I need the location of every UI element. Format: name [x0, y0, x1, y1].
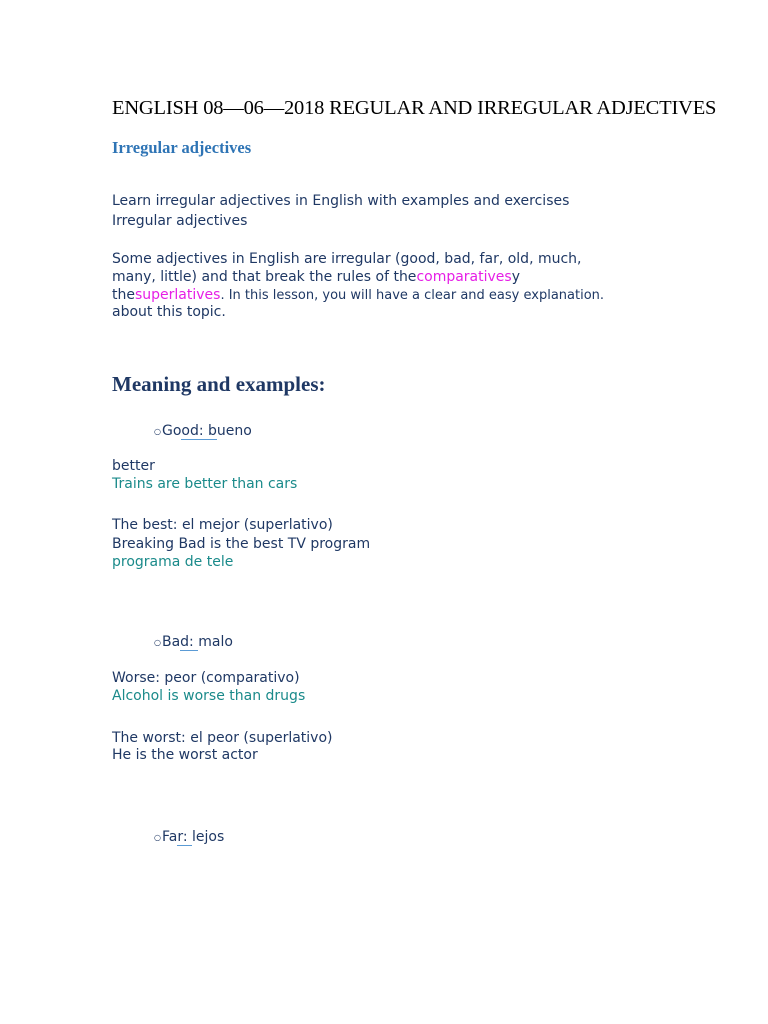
- bad-head-underlined: d:: [180, 634, 199, 650]
- bad-superlative-example: He is the worst actor: [112, 747, 258, 763]
- paragraph-line-2-tail: y: [511, 269, 521, 285]
- document-title: ENGLISH 08—06—2018 REGULAR AND IRREGULAR ADJECTIVES: [112, 97, 717, 119]
- bullet-circle-icon: ○: [154, 833, 161, 842]
- far-head-a: Fa: [161, 829, 178, 845]
- bullet-circle-icon: ○: [154, 638, 161, 647]
- bad-comparative-example: Alcohol is worse than drugs: [112, 688, 306, 704]
- good-comparative-example: Trains are better than cars: [112, 476, 298, 492]
- bullet-circle-icon: ○: [154, 427, 161, 436]
- superlatives-link[interactable]: superlatives: [134, 287, 221, 303]
- intro-line-1: Learn irregular adjectives in English with examples and exercises: [112, 193, 570, 209]
- far-head-underlined: r:: [177, 829, 193, 845]
- good-head-a: Go: [161, 423, 182, 439]
- good-superlative-example: Breaking Bad is the best TV program: [112, 536, 371, 552]
- intro-line-2: Irregular adjectives: [112, 213, 248, 229]
- bullet-good: [154, 423, 252, 439]
- bad-superlative: The worst: el peor (superlativo): [112, 730, 333, 746]
- bad-head-a: Ba: [161, 634, 181, 650]
- far-head-b: lejos: [192, 829, 225, 845]
- good-head-underlined: od: b: [181, 423, 217, 439]
- paragraph-line-4: about this topic.: [112, 304, 226, 320]
- paragraph-line-2-text: many, little) and that break the rules of the: [112, 269, 417, 285]
- comparatives-link[interactable]: comparatives: [416, 269, 512, 285]
- bullet-bad: [154, 634, 233, 650]
- good-comparative: better: [112, 458, 155, 474]
- paragraph-line-2: [112, 268, 520, 286]
- bad-head-b: malo: [198, 634, 233, 650]
- bullet-far: [154, 829, 224, 845]
- section-heading: Meaning and examples:: [112, 372, 326, 396]
- good-superlative: The best: el mejor (superlativo): [112, 517, 333, 533]
- paragraph-line-1: Some adjectives in English are irregular (good, bad, far, old, much,: [112, 251, 582, 267]
- document-subtitle: Irregular adjectives: [112, 138, 252, 157]
- good-translation: programa de tele: [112, 554, 234, 570]
- good-head-b: ueno: [216, 423, 252, 439]
- paragraph-line-3-text: the: [112, 287, 135, 303]
- paragraph-line-3-tail: . In this lesson, you will have a clear and easy explanation.: [220, 288, 605, 303]
- bad-comparative: Worse: peor (comparativo): [112, 670, 300, 686]
